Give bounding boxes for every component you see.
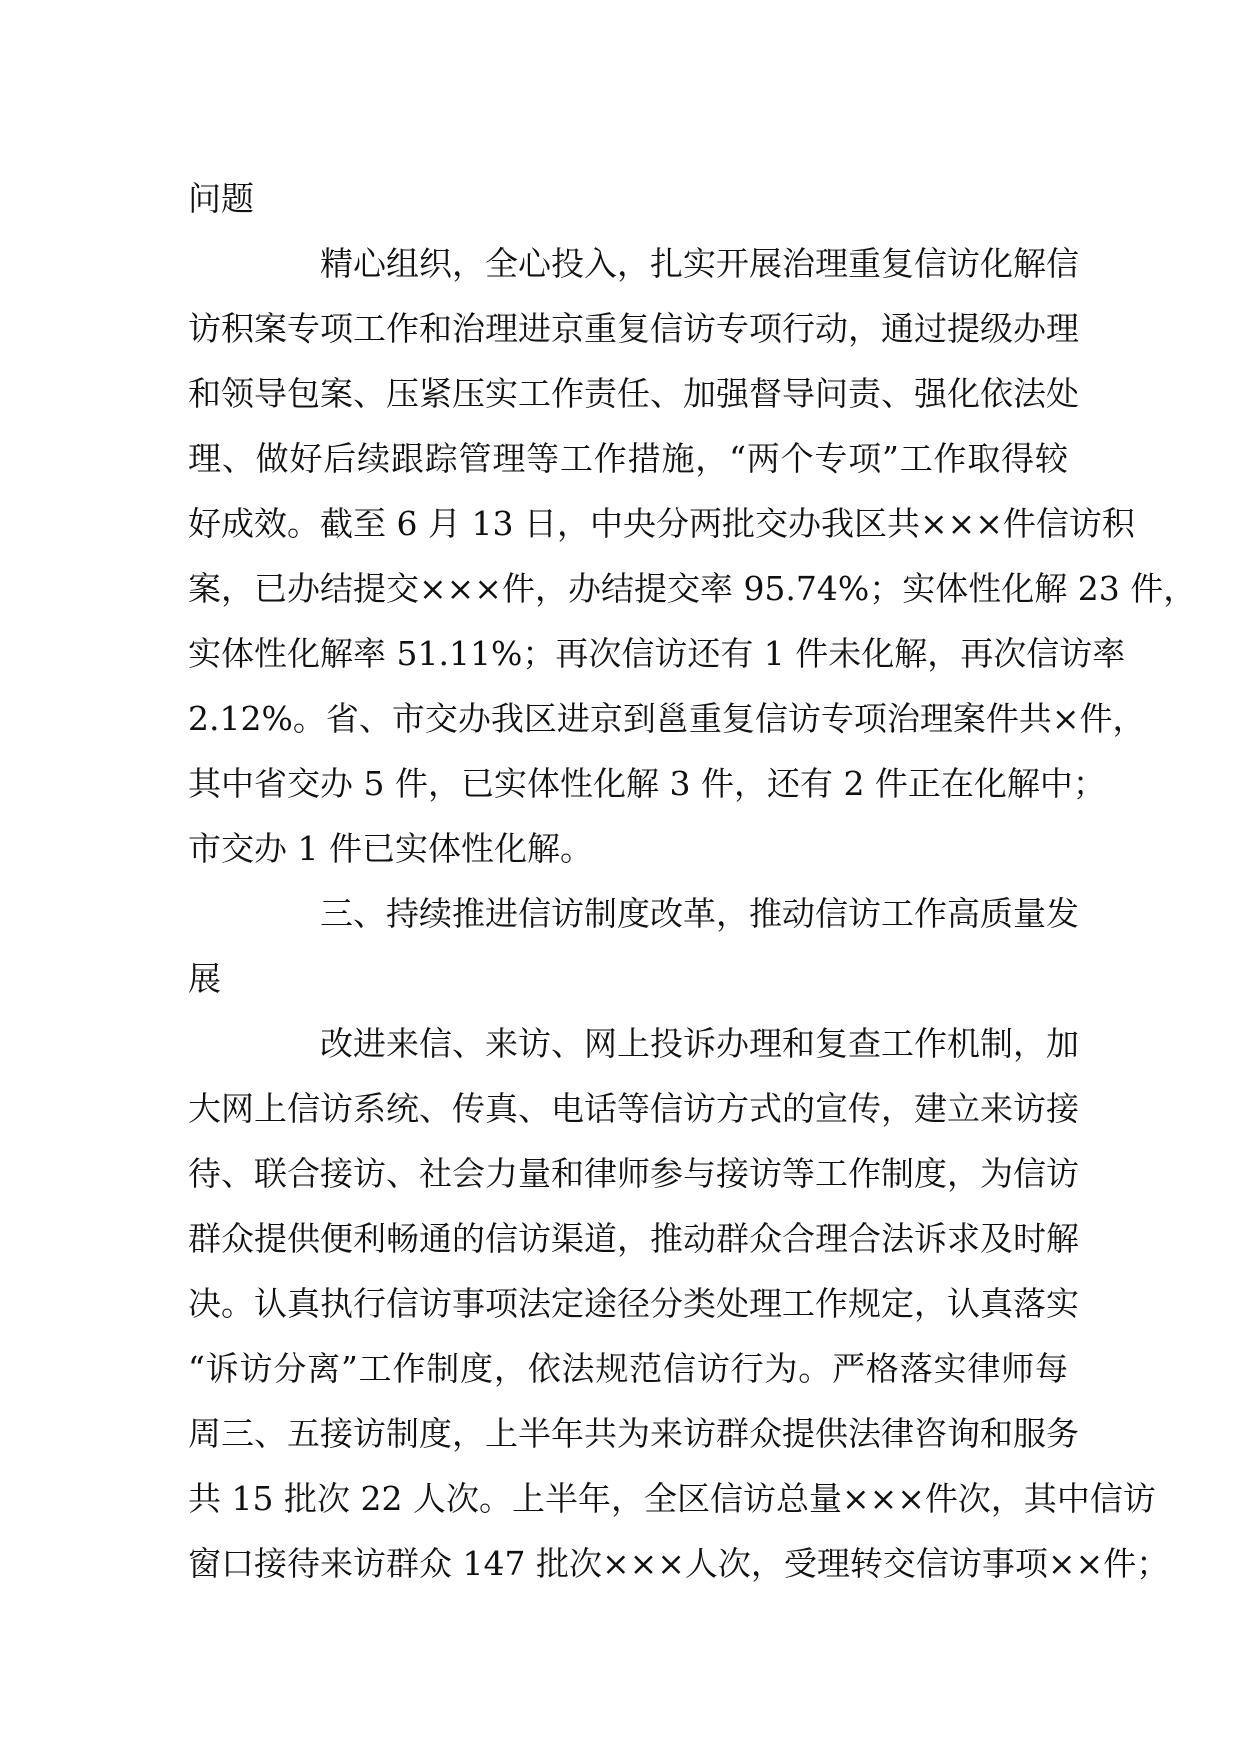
paragraph-line: 案，已办结提交×××件，办结提交率 95.74%；实体性化解 23 件， [188, 569, 1197, 608]
paragraph-line: 大网上信访系统、传真、电话等信访方式的宣传，建立来访接 [188, 1089, 1079, 1128]
paragraph-line: 好成效。截至 6 月 13 日，中央分两批交办我区共×××件信访积 [188, 504, 1135, 543]
paragraph-line: 共 15 批次 22 人次。上半年，全区信访总量×××件次，其中信访 [188, 1479, 1156, 1518]
paragraph-line: 改进来信、来访、网上投诉办理和复查工作机制，加 [320, 1024, 1079, 1063]
paragraph-line: 2.12%。省、市交办我区进京到邕重复信访专项治理案件共×件， [188, 699, 1146, 738]
paragraph-line: 实体性化解率 51.11%；再次信访还有 1 件未化解，再次信访率 [188, 634, 1126, 673]
paragraph-line: 市交办 1 件已实体性化解。 [188, 829, 593, 868]
paragraph-line: 和领导包案、压紧压实工作责任、加强督导问责、强化依法处 [188, 374, 1079, 413]
section-heading-line: 展 [188, 959, 221, 998]
paragraph-line: 理、做好后续跟踪管理等工作措施，“两个专项”工作取得较 [188, 439, 1068, 478]
paragraph-line: 待、联合接访、社会力量和律师参与接访等工作制度，为信访 [188, 1154, 1079, 1193]
section-heading-line: 三、持续推进信访制度改革，推动信访工作高质量发 [320, 894, 1079, 933]
paragraph-line: 窗口接待来访群众 147 批次×××人次，受理转交信访事项××件； [188, 1544, 1170, 1583]
paragraph-line: 访积案专项工作和治理进京重复信访专项行动，通过提级办理 [188, 309, 1079, 348]
paragraph-line: 决。认真执行信访事项法定途径分类处理工作规定，认真落实 [188, 1284, 1079, 1323]
paragraph-line: 周三、五接访制度，上半年共为来访群众提供法律咨询和服务 [188, 1414, 1079, 1453]
paragraph-line: “诉访分离”工作制度，依法规范信访行为。严格落实律师每 [188, 1349, 1068, 1388]
document-body [188, 166, 1197, 1596]
paragraph-line: 问题 [188, 179, 254, 218]
paragraph-line: 群众提供便利畅通的信访渠道，推动群众合理合法诉求及时解 [188, 1219, 1079, 1258]
paragraph-line: 其中省交办 5 件，已实体性化解 3 件，还有 2 件正在化解中； [188, 764, 1106, 803]
paragraph-line: 精心组织，全心投入，扎实开展治理重复信访化解信 [320, 244, 1079, 283]
